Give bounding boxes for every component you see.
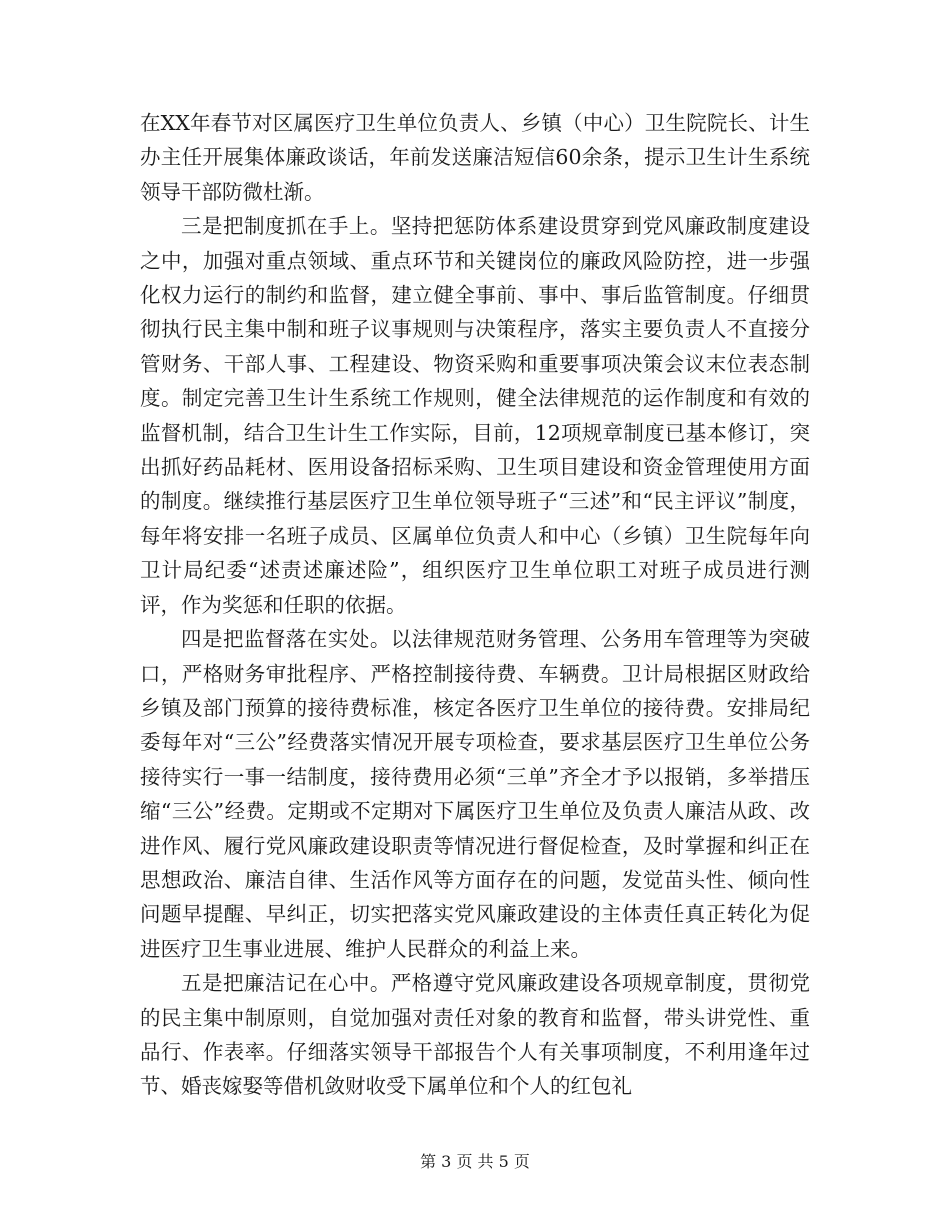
paragraph-institution: 三是把制度抓在手上。坚持把惩防体系建设贯穿到党风廉政制度建设之中，加强对重点领域、重点环节和关键岗位的廉政风险防控，进一步强化权力运行的制约和监督，建立健全事前、事中、事后监管制度。仔细贯彻执行民主集中制和班子议事规则与决策程序，落实主要负责人不直接分管财务、干部人事、工程建设、物资采购和重要事项决策会议末位表态制度。制定完善卫生计生系统工作规则，健全法律规范的运作制度和有效的监督机制，结合卫生计生工作实际，目前，12项规章制度已基本修订，突出抓好药品耗材、医用设备招标采购、卫生项目建设和资金管理使用方面的制度。继续推行基层医疗卫生单位领导班子“三述”和“民主评议”制度，每年将安排一名班子成员、区属单位负责人和中心（乡镇）卫生院每年向卫计局纪委“述责述廉述险”，组织医疗卫生单位职工对班子成员进行测评，作为奖惩和任职的依据。	[140, 214, 810, 617]
document-body	[140, 106, 810, 1104]
paragraph-supervision: 四是把监督落在实处。以法律规范财务管理、公务用车管理等为突破口，严格财务审批程序、严格控制接待费、车辆费。卫计局根据区财政给乡镇及部门预算的接待费标准，核定各医疗卫生单位的接待费。安排局纪委每年对“三公”经费落实情况开展专项检查，要求基层医疗卫生单位公务接待实行一事一结制度，接待费用必须“三单”齐全才予以报销，多举措压缩“三公”经费。定期或不定期对下属医疗卫生单位及负责人廉洁从政、改进作风、履行党风廉政建设职责等情况进行督促检查，及时掌握和纠正在思想政治、廉洁自律、生活作风等方面存在的问题，发觉苗头性、倾向性问题早提醒、早纠正，切实把落实党风廉政建设的主体责任真正转化为促进医疗卫生事业进展、维护人民群众的利益上来。	[140, 627, 810, 961]
page-number-footer: 第 3 页 共 5 页	[420, 1152, 530, 1171]
paragraph-integrity: 五是把廉洁记在心中。严格遵守党风廉政建设各项规章制度，贯彻党的民主集中制原则，自觉加强对责任对象的教育和监督，带头讲党性、重品行、作表率。仔细落实领导干部报告个人有关事项制度，不利用逢年过节、婚丧嫁娶等借机敛财收受下属单位和个人的红包礼	[140, 971, 810, 1099]
paragraph-continuation: 在XX年春节对区属医疗卫生单位负责人、乡镇（中心）卫生院院长、计生办主任开展集体廉政谈话，年前发送廉洁短信60余条，提示卫生计生系统领导干部防微杜渐。	[140, 111, 810, 204]
